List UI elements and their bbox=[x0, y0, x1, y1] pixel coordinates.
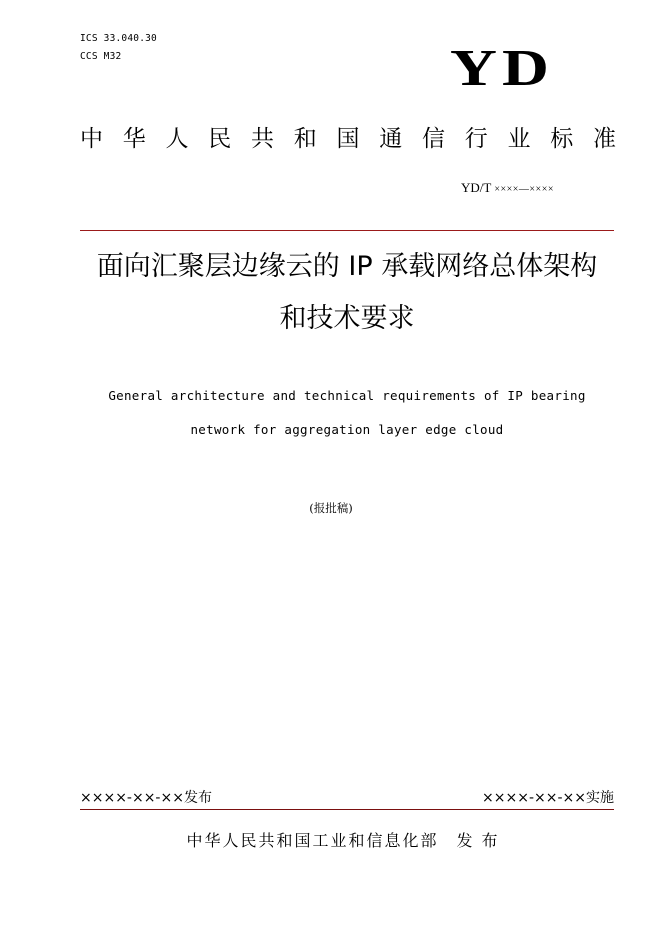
industry-char: 行 bbox=[464, 126, 488, 152]
industry-char: 准 bbox=[593, 126, 616, 152]
industry-char: 中 bbox=[80, 126, 103, 152]
industry-char: 人 bbox=[165, 126, 189, 152]
top-divider bbox=[80, 230, 614, 231]
bottom-divider bbox=[80, 809, 614, 810]
industry-char: 和 bbox=[293, 126, 317, 152]
issue-label: 发 布 bbox=[456, 831, 500, 850]
issuing-authority bbox=[0, 828, 662, 851]
standard-number-value: ××××—×××× bbox=[494, 184, 554, 195]
industry-char: 信 bbox=[422, 126, 445, 152]
industry-char: 华 bbox=[122, 126, 146, 152]
standard-number bbox=[461, 180, 554, 196]
implement-date: ××××-××-××实施 bbox=[482, 790, 614, 806]
publish-date: ××××-××-××发布 bbox=[80, 790, 212, 806]
industry-char: 标 bbox=[550, 126, 574, 152]
chinese-title-line-2: 和技术要求 bbox=[279, 303, 415, 334]
english-title-line-2: network for aggregation layer edge cloud bbox=[190, 422, 504, 437]
issuer-name: 中华人民共和国工业和信息化部 bbox=[186, 831, 439, 850]
industry-char: 国 bbox=[336, 126, 360, 152]
english-title-line-1: General architecture and technical requirements of IP bearing bbox=[108, 388, 586, 403]
industry-char: 业 bbox=[507, 126, 531, 152]
industry-char: 民 bbox=[208, 126, 232, 152]
industry-char: 通 bbox=[379, 126, 403, 152]
ccs-code: CCS M32 bbox=[80, 51, 122, 62]
industry-char: 共 bbox=[251, 126, 274, 152]
standard-prefix: YD/T bbox=[461, 180, 492, 195]
chinese-title-line-1: 面向汇聚层边缘云的 IP 承载网络总体架构 bbox=[96, 251, 598, 282]
yd-logo: YD bbox=[450, 40, 554, 97]
draft-status: (报批稿) bbox=[309, 501, 353, 515]
ics-code: ICS 33.040.30 bbox=[80, 33, 157, 44]
industry-standard-heading bbox=[80, 124, 616, 154]
